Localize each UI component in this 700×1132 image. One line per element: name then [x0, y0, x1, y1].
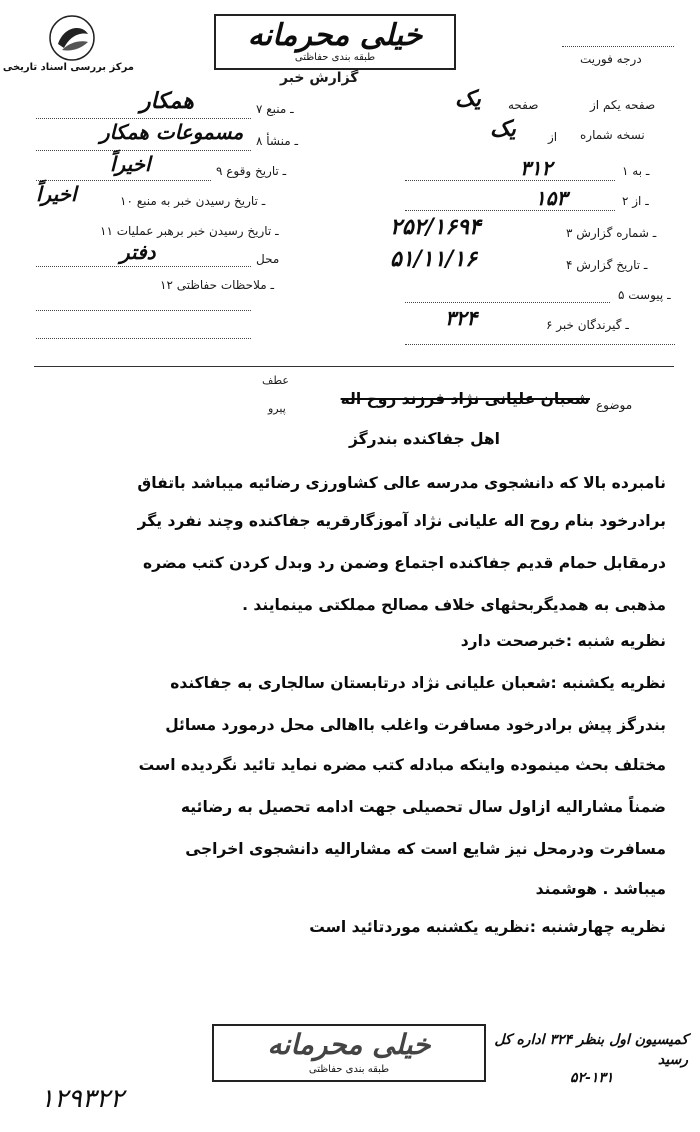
subject-text-struck: شعبان علیانی نژاد فرزند روح اله — [340, 390, 590, 408]
margin-archive-number: ۱۲۹۳۲۲ — [40, 1084, 124, 1114]
right-field-line — [405, 302, 610, 303]
right-field-suffix: از — [548, 130, 558, 144]
right-field-label: ۵ ـ پیوست — [618, 288, 671, 302]
archive-logo-caption: مرکز بررسی اسناد تاریخی — [2, 62, 134, 73]
right-field-label: ۲ ـ از — [622, 194, 649, 208]
right-field-label: ۱ ـ به — [622, 164, 650, 178]
body-line: نظریه یکشنبه :شعبان علیانی نژاد درتابستان سالجاری به جفاکنده — [170, 674, 666, 692]
left-field-line — [36, 266, 251, 267]
left-field-value: اخیراً — [110, 152, 151, 176]
right-field-value: یک — [455, 86, 481, 112]
body-line: نظریه چهارشنبه :نظریه یکشنبه موردتائید است — [309, 918, 666, 936]
body-line: درمقابل حمام قدیم جفاکنده اجتماع وضمن رد وبدل کردن کتب مضره — [142, 554, 666, 572]
right-field-label: ۴ ـ تاریخ گزارش — [566, 258, 648, 272]
left-field-label: ۸ ـ منشأ — [256, 134, 299, 148]
left-field-label: ۱۱ ـ تاریخ رسیدن خبر برهبر عملیات — [100, 224, 279, 238]
left-field-line — [36, 180, 211, 181]
left-field-value: همکار — [140, 88, 194, 114]
subject-label: موضوع — [596, 398, 633, 412]
body-line: ضمناً مشارالیه ازاول سال تحصیلی جهت ادامه تحصیل به رضائیه — [180, 798, 666, 816]
subject-text — [290, 390, 590, 408]
subject-ref-below: پیرو — [268, 402, 286, 415]
left-field-line — [36, 310, 251, 311]
right-field-line — [405, 180, 615, 181]
subject-line-2: اهل جفاکنده بندرگز — [349, 430, 500, 448]
body-line: میباشد . هوشمند — [535, 880, 666, 898]
report-type-label: گزارش خبر — [280, 70, 359, 86]
priority-line — [562, 46, 674, 47]
left-field-line — [36, 338, 251, 339]
right-field-label: ۳ ـ شماره گزارش — [566, 226, 657, 240]
left-field-value: دفتر — [120, 240, 156, 264]
right-field-label: صفحه یکم از — [590, 98, 656, 112]
body-line: مختلف بحث مینموده واینکه مبادله کتب مضره نماید تائید نگردیده است — [138, 756, 666, 774]
right-field-label: نسخه شماره — [580, 128, 645, 142]
header-separator — [34, 366, 674, 367]
left-field-label: ۹ ـ تاریخ وقوع — [216, 164, 287, 178]
priority-label: درجه فوریت — [580, 52, 642, 66]
subject-ref-above: عطف — [262, 374, 289, 387]
body-line: بندرگز پیش برادرخود مسافرت واغلب بااهالی محل درمورد مسائل — [165, 716, 666, 734]
archive-logo — [48, 14, 96, 62]
footer-stamp-subtext: طبقه بندی حفاظتی — [308, 1064, 390, 1075]
body-line: نظریه شنبه :خبرصحت دارد — [460, 632, 666, 650]
body-line: مسافرت ودرمحل نیز شایع است که مشارالیه دانشجوی اخراجی — [185, 840, 666, 858]
footer-classification-stamp — [212, 1024, 486, 1082]
right-field-value: ۳۱۲ — [520, 156, 553, 180]
left-field-line — [36, 118, 251, 119]
right-field-value: ۳۲۴ — [445, 306, 478, 330]
footer-reference-number: ۵۲-۱۳۱ — [570, 1070, 614, 1086]
body-line: نامبرده بالا که دانشجوی مدرسه عالی کشاورزی رضائیه میباشد باتفاق — [137, 474, 666, 492]
classification-stamp — [214, 14, 456, 70]
left-field-label: ۷ ـ منبع — [256, 102, 294, 116]
left-field-label: ۱۲ ـ ملاحظات حفاظتی — [160, 278, 274, 292]
body-line: برادرخود بنام روح اله علیانی نژاد آموزگارقریه جفاکنده وچند نفرد یگر — [137, 512, 666, 530]
left-field-label: محل — [256, 252, 280, 266]
footer-stamp-text: خیلی محرمانه — [267, 1028, 431, 1061]
right-field-value: ۵۱/۱۱/۱۶ — [390, 246, 477, 272]
left-field-line — [36, 150, 251, 151]
body-line: مذهبی به همدیگربحثهای خلاف مصالح مملکتی مینمایند . — [242, 596, 666, 614]
right-field-value: ۲۵۲/۱۶۹۴ — [390, 214, 481, 240]
left-field-value: اخیراً — [36, 182, 77, 206]
right-field-line — [405, 210, 615, 211]
right-field-suffix: صفحه — [508, 98, 539, 112]
left-field-value: مسموعات همکار — [100, 120, 244, 144]
classification-stamp-subtext: طبقه بندی حفاظتی — [294, 52, 376, 63]
right-field-label: ۶ ـ گیرندگان خبر — [546, 318, 629, 332]
right-field-value: ۱۵۳ — [535, 186, 568, 210]
archive-logo-icon — [48, 14, 96, 62]
left-field-label: ۱۰ ـ تاریخ رسیدن خبر به منبع — [120, 194, 266, 208]
footer-handwritten-note: کمیسیون اول بنظر ۳۲۴ اداره کل رسید — [494, 1032, 688, 1068]
right-field-value: یک — [490, 116, 516, 142]
right-field-line — [405, 344, 675, 345]
classification-stamp-text: خیلی محرمانه — [247, 18, 423, 53]
